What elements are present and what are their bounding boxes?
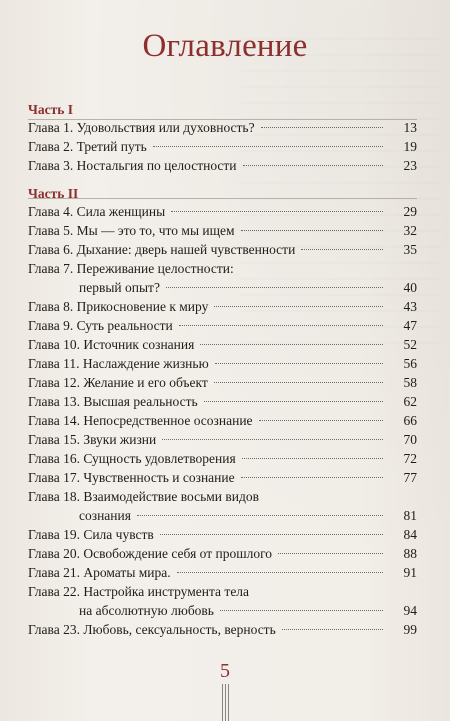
dot-leader [204,401,383,402]
toc-entry[interactable] [28,601,417,620]
chapter-title: Глава 9. Суть реальности [28,318,173,333]
dot-leader [214,382,383,383]
toc-entry[interactable] [28,316,417,335]
chapter-page-number: 23 [403,158,417,173]
dot-leader [200,344,383,345]
toc-entry[interactable] [28,430,417,449]
chapter-title: Глава 2. Третий путь [28,139,147,154]
toc-entry[interactable] [28,582,417,601]
chapter-page-number: 13 [403,120,417,135]
toc-entry[interactable] [28,544,417,563]
dot-leader [162,439,383,440]
chapter-page-number: 43 [403,299,417,314]
dot-leader [153,146,383,147]
chapter-title: Глава 16. Сущность удовлетворения [28,451,236,466]
chapter-page-number: 77 [403,470,417,485]
chapter-title: Глава 10. Источник сознания [28,337,195,352]
chapter-page-number: 40 [403,280,417,295]
toc-entry[interactable] [28,468,417,487]
chapter-title: Глава 6. Дыхание: дверь нашей чувственности [28,242,296,257]
chapter-page-number: 32 [403,223,417,238]
page-number: 5 [220,660,230,682]
dot-leader [171,211,383,212]
chapter-title: Глава 19. Сила чувств [28,527,154,542]
dot-leader [241,230,383,231]
chapter-page-number: 99 [403,622,417,637]
dot-leader [261,127,383,128]
dot-leader [242,458,383,459]
chapter-page-number: 66 [403,413,417,428]
table-of-contents [28,101,417,639]
chapter-title-continued: первый опыт? [79,280,160,295]
toc-entry[interactable] [28,137,417,156]
chapter-title: Глава 20. Освобождение себя от прошлого [28,546,273,561]
chapter-title: Глава 7. Переживание целостности: [28,261,234,276]
page-title: Оглавление [142,28,308,64]
dot-leader [278,553,383,554]
chapter-title: Глава 3. Ностальгия по целостности [28,158,237,173]
dot-leader [160,534,383,535]
chapter-title: Глава 1. Удовольствия или духовность? [28,120,255,135]
chapter-page-number: 52 [403,337,417,352]
chapter-title: Глава 18. Взаимодействие восьми видов [28,489,259,504]
part-heading: Часть II [28,186,79,201]
chapter-title: Глава 8. Прикосновение к миру [28,299,209,314]
chapter-title: Глава 17. Чувственность и сознание [28,470,235,485]
toc-entry[interactable] [28,118,417,137]
toc-entry[interactable] [28,563,417,582]
dot-leader [214,306,383,307]
chapter-title-continued: сознания [79,508,131,523]
toc-entry[interactable] [28,392,417,411]
chapter-page-number: 91 [403,565,417,580]
toc-entry[interactable] [28,620,417,639]
chapter-page-number: 47 [403,318,417,333]
chapter-title: Глава 4. Сила женщины [28,204,166,219]
chapter-page-number: 88 [403,546,417,561]
toc-entry[interactable] [28,449,417,468]
chapter-page-number: 35 [403,242,417,257]
dot-leader [282,629,383,630]
dot-leader [301,249,383,250]
toc-entry[interactable] [28,373,417,392]
toc-entry[interactable] [28,202,417,221]
toc-entry[interactable] [28,278,417,297]
dot-leader [259,420,383,421]
chapter-title: Глава 12. Желание и его объект [28,375,208,390]
chapter-title: Глава 14. Непосредственное осознание [28,413,253,428]
toc-entry[interactable] [28,525,417,544]
chapter-title: Глава 23. Любовь, сексуальность, верность [28,622,276,637]
dot-leader [177,572,383,573]
chapter-title: Глава 22. Настройка инструмента тела [28,584,250,599]
toc-entry[interactable] [28,354,417,373]
toc-entry[interactable] [28,335,417,354]
chapter-page-number: 56 [403,356,417,371]
chapter-page-number: 94 [403,603,417,618]
binding-stitch [222,684,230,721]
toc-entry[interactable] [28,259,417,278]
toc-entry[interactable] [28,221,417,240]
toc-entry[interactable] [28,411,417,430]
toc-entry[interactable] [28,297,417,316]
chapter-page-number: 81 [403,508,417,523]
dot-leader [166,287,383,288]
part-heading: Часть I [28,102,74,117]
toc-entry[interactable] [28,506,417,525]
chapter-page-number: 72 [403,451,417,466]
chapter-page-number: 29 [403,204,417,219]
dot-leader [241,477,383,478]
chapter-title: Глава 13. Высшая реальность [28,394,198,409]
chapter-page-number: 19 [403,139,417,154]
chapter-page-number: 62 [403,394,417,409]
toc-entry[interactable] [28,487,417,506]
chapter-page-number: 58 [403,375,417,390]
dot-leader [220,610,383,611]
chapter-title: Глава 15. Звуки жизни [28,432,157,447]
toc-entry[interactable] [28,156,417,175]
dot-leader [179,325,383,326]
dot-leader [215,363,383,364]
chapter-page-number: 70 [403,432,417,447]
chapter-title-continued: на абсолютную любовь [79,603,214,618]
dot-leader [243,165,383,166]
chapter-title: Глава 21. Ароматы мира. [28,565,171,580]
chapter-title: Глава 11. Наслаждение жизнью [28,356,209,371]
chapter-title: Глава 5. Мы — это то, что мы ищем [28,223,235,238]
chapter-page-number: 84 [403,527,417,542]
dot-leader [137,515,383,516]
toc-entry[interactable] [28,240,417,259]
